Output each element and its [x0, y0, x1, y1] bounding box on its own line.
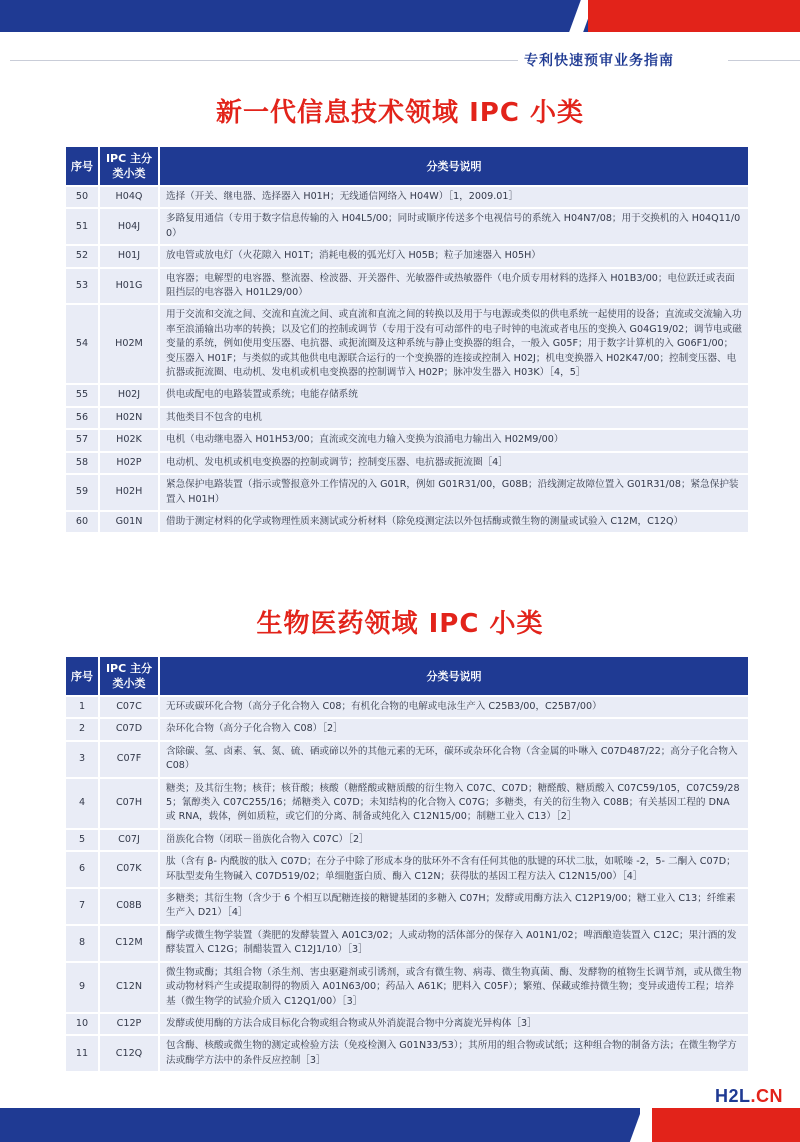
classification-description: 无环或碳环化合物（高分子化合物入 C08；有机化合物的电解或电泳生产入 C25B3/00，C25B7/00）	[160, 697, 748, 717]
table-row	[66, 889, 748, 924]
footer-bar-red	[652, 1108, 800, 1142]
classification-description: 放电管或放电灯（火花隙入 H01T；消耗电极的弧光灯入 H05B；粒子加速器入 H05H）	[160, 246, 748, 266]
table-header-row	[66, 657, 748, 695]
ipc-code: H02H	[100, 475, 160, 510]
table-header-row	[66, 147, 748, 185]
top-bar-blue	[0, 0, 588, 32]
row-number: 9	[66, 963, 100, 1012]
table-row	[66, 1036, 748, 1071]
row-number: 3	[66, 742, 100, 777]
ipc-code: G01N	[100, 512, 160, 532]
table-row	[66, 209, 748, 244]
ipc-code: C12M	[100, 926, 160, 961]
row-number: 59	[66, 475, 100, 510]
classification-description: 多糖类；其衍生物（含少于 6 个相互以配糖连接的糖键基团的多糖入 C07H；发酵或用酶方法入 C12P19/00；糖工业入 C13；纤维素生产入 D21）［4］	[160, 889, 748, 924]
row-number: 5	[66, 830, 100, 850]
table-row	[66, 269, 748, 304]
classification-description: 糖类；及其衍生物；核苷；核苷酸；核酸（糖醛酸或糖质酸的衍生物入 C07C、C07D；糖醛酸、糖质酸入 C07C59/105，C07C59/285；氰醇类入 C07C255/16；烯糖类入 C07D；未知结构的化合物入 C07G；多糖类，有关的衍生物入 C08B；有关基因工程的 DNA 或 RNA，载体，例如质粒，或它们的分离、制备或纯化入 C12N15/00；制糖工业入 C13）［2］	[160, 779, 748, 828]
ipc-code: H01G	[100, 269, 160, 304]
row-number: 6	[66, 852, 100, 887]
col-header-no: 序号	[66, 657, 100, 695]
ipc-code: H04J	[100, 209, 160, 244]
ipc-code: H01J	[100, 246, 160, 266]
table-row	[66, 779, 748, 828]
document-header-title: 专利快速预审业务指南	[524, 53, 674, 69]
table-row	[66, 408, 748, 428]
ipc-code: C12P	[100, 1014, 160, 1034]
row-number: 60	[66, 512, 100, 532]
row-number: 55	[66, 385, 100, 405]
table-row	[66, 512, 748, 532]
col-header-desc: 分类号说明	[160, 147, 748, 185]
table-row	[66, 246, 748, 266]
ipc-code: H02N	[100, 408, 160, 428]
table-row	[66, 926, 748, 961]
row-number: 57	[66, 430, 100, 450]
row-number: 11	[66, 1036, 100, 1071]
row-number: 51	[66, 209, 100, 244]
ipc-table-body	[66, 187, 748, 532]
section2-title: 生物医药领域 IPC 小类	[256, 609, 544, 639]
top-decor-bar	[0, 0, 800, 32]
row-number: 8	[66, 926, 100, 961]
ipc-code: H02J	[100, 385, 160, 405]
classification-description: 用于交流和交流之间、交流和直流之间、或直流和直流之间的转换以及用于与电源或类似的供电系统一起使用的设备；直流或交流输入功率至浪涌输出功率的转换；以及它们的控制或调节（专用于没有可动部件的电子时钟的电流或者电压的变换入 G04G19/02；调节电或磁变量的系统，例如使用变压器、电抗器、或扼流圈及这种系统与静止变换器的组合，一般入 G05F；用于数字计算机的入 G06F1/00；变压器入 H01F；与类似的或其他供电电源联合运行的一个变换器的连接或控制入 H02J；机电变换器入 H02K47/00；控制变压器、电抗器或扼流圈、电动机、发电机或机电变换器的控制调节入 H02P；脉冲发生器入 H03K）［4，5］	[160, 305, 748, 383]
table-row	[66, 430, 748, 450]
ipc-code: C12N	[100, 963, 160, 1012]
table-row	[66, 453, 748, 473]
row-number: 1	[66, 697, 100, 717]
site-watermark-logo: H2L.CN	[704, 1084, 794, 1108]
classification-description: 电容器；电解型的电容器、整流器、检波器、开关器件、光敏器件或热敏器件（电介质专用材料的选择入 H01B3/00；电位跃迁或表面阻挡层的电容器入 H01L29/00）	[160, 269, 748, 304]
table-row	[66, 963, 748, 1012]
ipc-table-bio	[66, 655, 748, 1073]
ipc-code: H02K	[100, 430, 160, 450]
table-row	[66, 385, 748, 405]
row-number: 7	[66, 889, 100, 924]
row-number: 53	[66, 269, 100, 304]
ipc-code: C07F	[100, 742, 160, 777]
classification-description: 包含酶、核酸或微生物的测定或检验方法（免疫检测入 G01N33/53）；其所用的组合物或试纸；这种组合物的制备方法；在微生物学方法或酶学方法中的条件反应控制［3］	[160, 1036, 748, 1071]
classification-description: 电机（电动继电器入 H01H53/00；直流或交流电力输入变换为浪涌电力输出入 H02M9/00）	[160, 430, 748, 450]
classification-description: 选择（开关、继电器、选择器入 H01H；无线通信网络入 H04W）［1，2009.01］	[160, 187, 748, 207]
classification-description: 电动机、发电机或机电变换器的控制或调节；控制变压器、电抗器或扼流圈［4］	[160, 453, 748, 473]
row-number: 52	[66, 246, 100, 266]
row-number: 50	[66, 187, 100, 207]
classification-description: 含除碳、氢、卤素、氧、氮、硫、硒或碲以外的其他元素的无环，碳环或杂环化合物（含金属的卟啉入 C07D487/22；高分子化合物入 C08）	[160, 742, 748, 777]
classification-description: 多路复用通信（专用于数字信息传输的入 H04L5/00；同时或顺序传送多个电视信号的系统入 H04N7/08；用于交换机的入 H04Q11/00）	[160, 209, 748, 244]
col-header-desc: 分类号说明	[160, 657, 748, 695]
row-number: 58	[66, 453, 100, 473]
header-rule-left	[10, 60, 518, 61]
row-number: 10	[66, 1014, 100, 1034]
classification-description: 杂环化合物（高分子化合物入 C08）［2］	[160, 719, 748, 739]
classification-description: 肽（含有 β- 内酰胺的肽入 C07D；在分子中除了形成本身的肽环外不含有任何其他的肽键的环状二肽，如哌嗪 -2，5- 二酮入 C07D；环肽型麦角生物碱入 C07D519/02；单细胞蛋白质、酶入 C12N；获得肽的基因工程方法入 C12N15/00）［4］	[160, 852, 748, 887]
table-row	[66, 305, 748, 383]
classification-description: 酶学或微生物学装置（粪肥的发酵装置入 A01C3/02；人或动物的活体部分的保存入 A01N1/02；啤酒酿造装置入 C12C；果汁酒的发酵装置入 C12G；制醋装置入 C12J1/10）［3］	[160, 926, 748, 961]
table-row	[66, 852, 748, 887]
footer-decor-bar	[0, 1108, 800, 1142]
table-row	[66, 697, 748, 717]
top-bar-red	[588, 0, 800, 32]
classification-description: 微生物或酶；其组合物（杀生剂、害虫驱避剂或引诱剂，或含有微生物、病毒、微生物真菌、酶、发酵物的植物生长调节剂，或从微生物或动物材料产生或提取制得的物质入 A01N63/00；药品入 A61K；肥料入 C05F）；繁殖、保藏或维持微生物；变异或遗传工程；培养基（微生物学的试验介质入 C12Q1/00）［3］	[160, 963, 748, 1012]
row-number: 56	[66, 408, 100, 428]
table-row	[66, 830, 748, 850]
row-number: 4	[66, 779, 100, 828]
ipc-code: C07C	[100, 697, 160, 717]
classification-description: 供电或配电的电路装置或系统；电能存储系统	[160, 385, 748, 405]
ipc-code: H02P	[100, 453, 160, 473]
header-rule-right	[728, 60, 800, 61]
col-header-code: IPC 主分类小类	[100, 657, 160, 695]
ipc-code: C07J	[100, 830, 160, 850]
ipc-table-body	[66, 697, 748, 1071]
table-row	[66, 742, 748, 777]
row-number: 2	[66, 719, 100, 739]
ipc-code: H02M	[100, 305, 160, 383]
classification-description: 借助于测定材料的化学或物理性质来测试或分析材料（除免疫测定法以外包括酶或微生物的测量或试验入 C12M，C12Q）	[160, 512, 748, 532]
ipc-code: C07K	[100, 852, 160, 887]
table-row	[66, 1014, 748, 1034]
table-row	[66, 475, 748, 510]
ipc-code: C07H	[100, 779, 160, 828]
classification-description: 其他类目不包含的电机	[160, 408, 748, 428]
table-row	[66, 719, 748, 739]
col-header-code: IPC 主分类小类	[100, 147, 160, 185]
ipc-code: C08B	[100, 889, 160, 924]
classification-description: 紧急保护电路装置（指示或警报意外工作情况的入 G01R，例如 G01R31/00，G08B；沿线测定故障位置入 G01R31/08；紧急保护装置入 H01H）	[160, 475, 748, 510]
ipc-code: C12Q	[100, 1036, 160, 1071]
classification-description: 甾族化合物（闭联－甾族化合物入 C07C）［2］	[160, 830, 748, 850]
ipc-code: C07D	[100, 719, 160, 739]
row-number: 54	[66, 305, 100, 383]
ipc-code: H04Q	[100, 187, 160, 207]
table-row	[66, 187, 748, 207]
col-header-no: 序号	[66, 147, 100, 185]
section1-title: 新一代信息技术领域 IPC 小类	[216, 98, 584, 128]
footer-bar-blue	[0, 1108, 640, 1142]
ipc-table-it	[66, 145, 748, 534]
classification-description: 发酵或使用酶的方法合成目标化合物或组合物或从外消旋混合物中分离旋光异构体［3］	[160, 1014, 748, 1034]
